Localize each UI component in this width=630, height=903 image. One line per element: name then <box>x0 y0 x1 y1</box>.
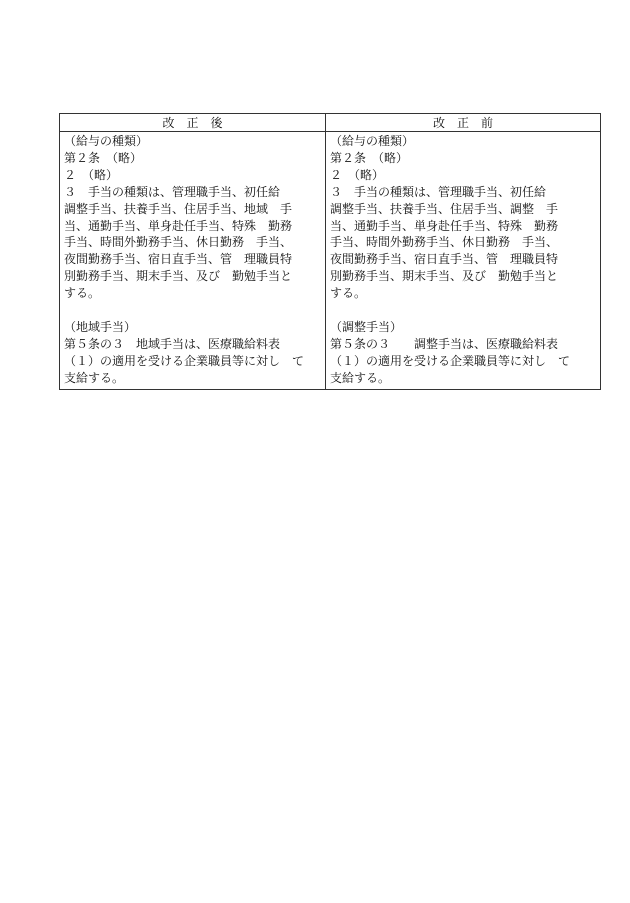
before-amendment-line: 手当、時間外勤務手当、休日勤務 手当、 <box>330 235 559 250</box>
header-after-amendment: 改 正 後 <box>60 114 326 132</box>
before-amendment-line: （１）の適用を受ける企業職員等に対し て <box>330 353 571 368</box>
before-amendment-line: 支給する。 <box>330 370 391 385</box>
before-amendment-line: 第２条 （略） <box>330 150 409 165</box>
before-amendment-text <box>326 132 600 389</box>
after-amendment-text <box>60 132 325 389</box>
after-amendment-line: 調整手当、扶養手当、住居手当、地域 手 <box>64 201 293 216</box>
after-amendment-line: 第５条の３ 地域手当は、医療職給料表 <box>64 336 281 351</box>
after-amendment-cell <box>60 132 326 390</box>
before-amendment-line: 第５条の３ 調整手当は、医療職給料表 <box>330 336 559 351</box>
after-amendment-line: ２ （略） <box>64 167 119 182</box>
table-body-row <box>60 132 601 390</box>
before-amendment-line: ３ 手当の種類は、管理職手当、初任給 <box>330 184 547 199</box>
before-amendment-line: （給与の種類） <box>330 134 415 148</box>
amendment-comparison-table <box>59 113 601 390</box>
before-amendment-cell <box>326 132 601 390</box>
after-amendment-line: 別勤務手当、期末手当、及び 勤勉手当と <box>64 269 293 284</box>
after-amendment-line: 支給する。 <box>64 370 125 385</box>
after-amendment-line: （給与の種類） <box>64 134 149 148</box>
after-amendment-line: する。 <box>64 286 101 301</box>
after-amendment-line: 夜間勤務手当、宿日直手当、管 理職員特 <box>64 252 293 267</box>
after-amendment-line: 手当、時間外勤務手当、休日勤務 手当、 <box>64 235 293 250</box>
header-before-amendment: 改 正 前 <box>326 114 601 132</box>
after-amendment-line: 当、通勤手当、単身赴任手当、特殊 勤務 <box>64 218 293 233</box>
after-amendment-line: 第２条 （略） <box>64 150 143 165</box>
before-amendment-line: ２ （略） <box>330 167 385 182</box>
before-amendment-line: する。 <box>330 286 367 301</box>
after-amendment-line: （１）の適用を受ける企業職員等に対し て <box>64 353 305 368</box>
before-amendment-line: 調整手当、扶養手当、住居手当、調整 手 <box>330 201 559 216</box>
before-amendment-line <box>330 302 598 319</box>
before-amendment-line: 当、通勤手当、単身赴任手当、特殊 勤務 <box>330 218 559 233</box>
before-amendment-line: 別勤務手当、期末手当、及び 勤勉手当と <box>330 269 559 284</box>
after-amendment-line: （地域手当） <box>64 319 137 334</box>
before-amendment-line: （調整手当） <box>330 319 403 334</box>
before-amendment-line: 夜間勤務手当、宿日直手当、管 理職員特 <box>330 252 559 267</box>
after-amendment-line <box>64 302 323 319</box>
after-amendment-line: ３ 手当の種類は、管理職手当、初任給 <box>64 184 281 199</box>
table-header-row <box>60 114 601 132</box>
